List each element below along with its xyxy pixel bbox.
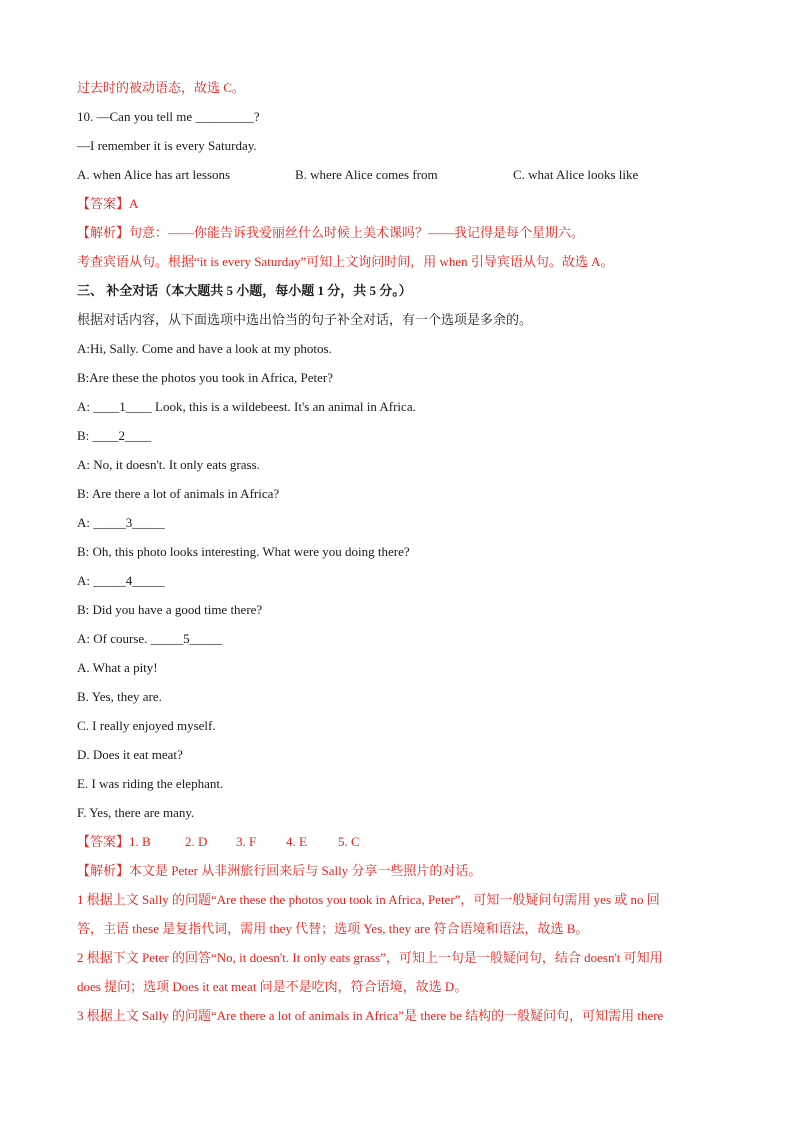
section-instructions: 根据对话内容，从下面选项中选出恰当的句子补全对话，有一个选项是多余的。 bbox=[77, 312, 533, 327]
dialogue-line-blank-1: A: ____1____ Look, this is a wildebeest. It's an animal in Africa. bbox=[77, 399, 416, 414]
question-10-options bbox=[77, 167, 727, 183]
option-b: B. where Alice comes from bbox=[295, 167, 438, 182]
analysis-line: 3 根据上文 Sally 的问题“Are there a lot of animals in Africa”是 there be 结构的一般疑问句，可知需用 there bbox=[77, 1008, 664, 1023]
dialogue-line-blank-5: A: Of course. _____5_____ bbox=[77, 631, 223, 646]
choice-e: E. I was riding the elephant. bbox=[77, 776, 224, 791]
section-answers bbox=[77, 834, 477, 850]
question-10-reply: —I remember it is every Saturday. bbox=[77, 138, 257, 153]
answer-item: 1. B bbox=[129, 834, 151, 849]
dialogue-line-blank-4: A: _____4_____ bbox=[77, 573, 165, 588]
dialogue-line: B:Are these the photos you took in Africa, Peter? bbox=[77, 370, 333, 385]
choice-f: F. Yes, there are many. bbox=[77, 805, 195, 820]
prev-explanation-tail: 过去时的被动语态，故选 C。 bbox=[77, 80, 245, 95]
answer-item: 2. D bbox=[185, 834, 208, 849]
option-c: C. what Alice looks like bbox=[513, 167, 639, 182]
analysis-line: 1 根据上文 Sally 的问题“Are these the photos you took in Africa, Peter”，可知一般疑问句需用 yes 或 no 回 bbox=[77, 892, 660, 907]
analysis-line: 【解析】本文是 Peter 从非洲旅行回来后与 Sally 分享一些照片的对话。 bbox=[77, 863, 482, 878]
question-10-analysis-1: 【解析】句意：——你能告诉我爱丽丝什么时候上美术课吗？——我记得是每个星期六。 bbox=[77, 225, 585, 240]
choice-a: A. What a pity! bbox=[77, 660, 158, 675]
dialogue-line: B: Oh, this photo looks interesting. What were you doing there? bbox=[77, 544, 410, 559]
dialogue-line: A:Hi, Sally. Come and have a look at my photos. bbox=[77, 341, 332, 356]
dialogue-line-blank-3: A: _____3_____ bbox=[77, 515, 165, 530]
dialogue-line: B: Are there a lot of animals in Africa? bbox=[77, 486, 280, 501]
dialogue-line: B: Did you have a good time there? bbox=[77, 602, 263, 617]
choice-c: C. I really enjoyed myself. bbox=[77, 718, 216, 733]
analysis-line: 答，主语 these 是复指代词，需用 they 代替；选项 Yes, they are 符合语境和语法，故选 B。 bbox=[77, 921, 589, 936]
option-a: A. when Alice has art lessons bbox=[77, 167, 231, 182]
dialogue-line-blank-2: B: ____2____ bbox=[77, 428, 152, 443]
choice-d: D. Does it eat meat? bbox=[77, 747, 183, 762]
question-10-stem: 10. —Can you tell me _________? bbox=[77, 109, 260, 124]
question-10-answer: 【答案】A bbox=[77, 196, 139, 211]
answer-label: 【答案】 bbox=[77, 834, 130, 849]
dialogue-line: A: No, it doesn't. It only eats grass. bbox=[77, 457, 260, 472]
section-title: 三、 补全对话（本大题共 5 小题，每小题 1 分，共 5 分。） bbox=[77, 283, 412, 298]
question-10-analysis-2: 考查宾语从句。根据“it is every Saturday”可知上文询问时间，用 when 引导宾语从句。故选 A。 bbox=[77, 254, 614, 269]
answer-item: 5. C bbox=[338, 834, 360, 849]
analysis-line: does 提问；选项 Does it eat meat 问是不是吃肉，符合语境，故选 D。 bbox=[77, 979, 468, 994]
answer-item: 3. F bbox=[236, 834, 257, 849]
analysis-line: 2 根据下文 Peter 的回答“No, it doesn't. It only eats grass”，可知上一句是一般疑问句，结合 doesn't 可知用 bbox=[77, 950, 663, 965]
choice-b: B. Yes, they are. bbox=[77, 689, 162, 704]
answer-item: 4. E bbox=[286, 834, 307, 849]
